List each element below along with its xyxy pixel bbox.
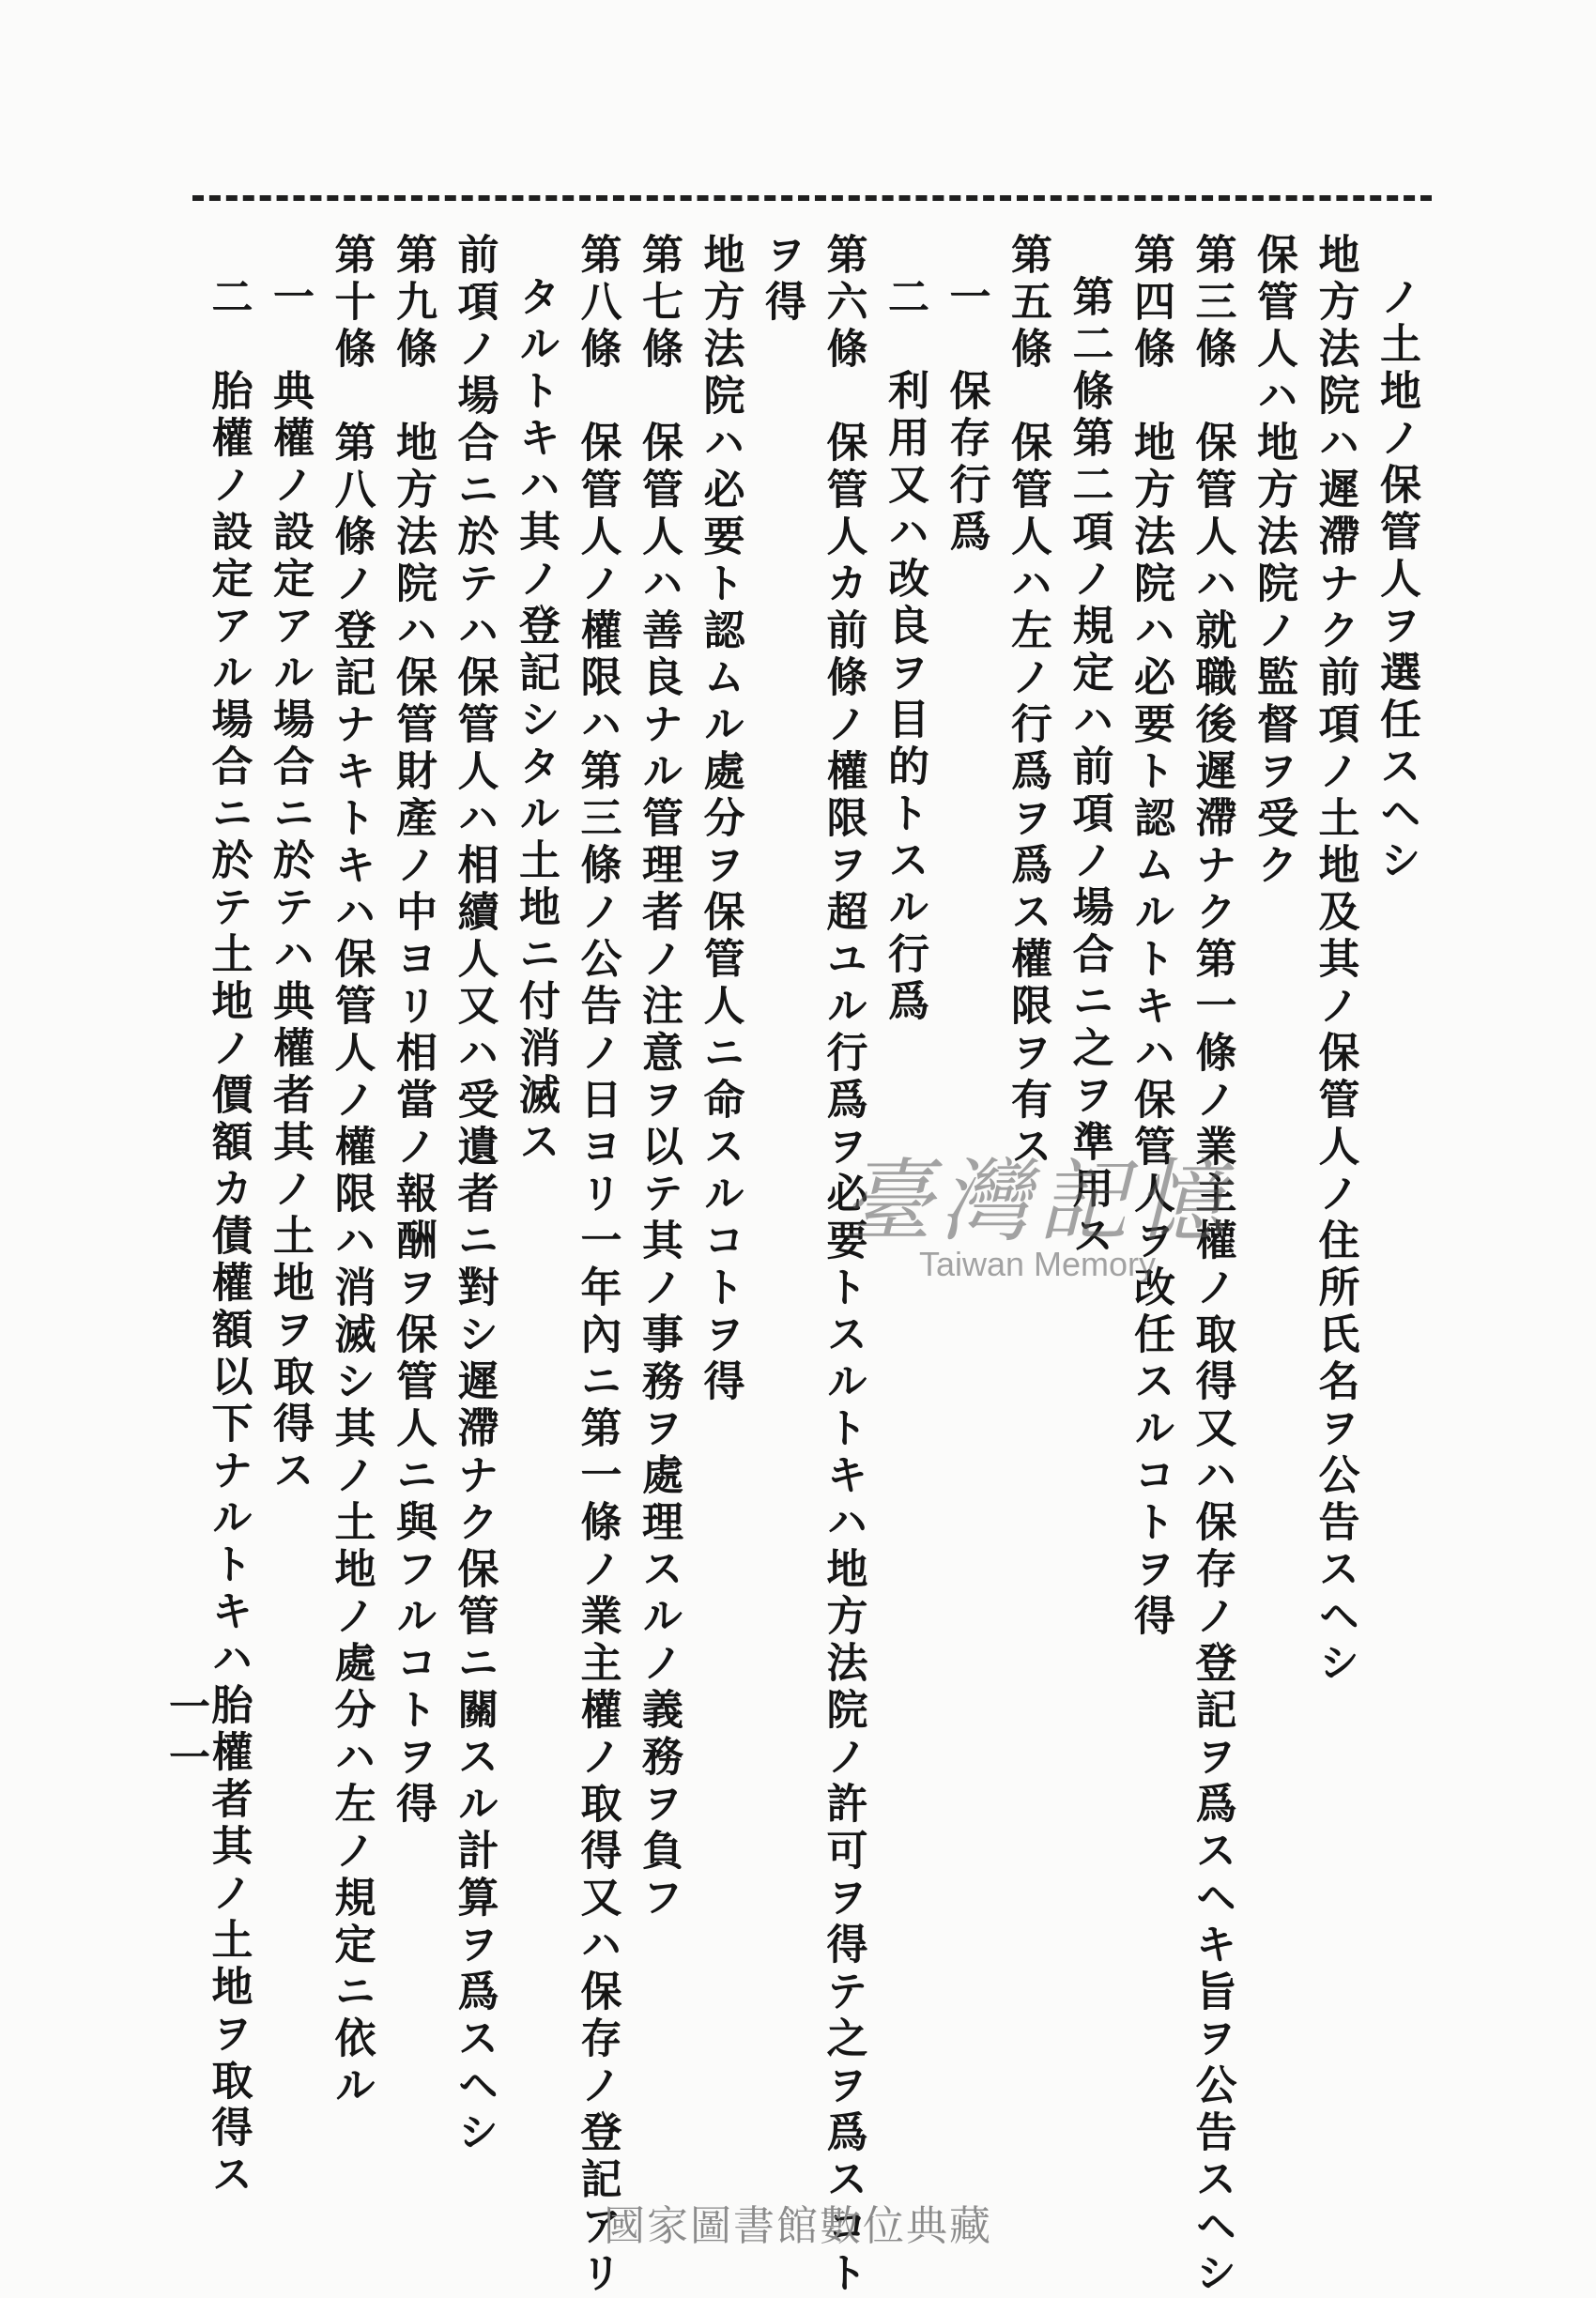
text-column: [935, 233, 997, 1998]
watermark-logo: [793, 1150, 1281, 1291]
text-column: [1181, 233, 1243, 2298]
text-column: [1120, 233, 1182, 1998]
page-number: 一一: [161, 1685, 209, 1786]
column-text: 第十條 第八條ノ登記ナキトキハ保管人ノ權限ハ消滅シ其ノ土地ノ處分ハ左ノ規定ニ依ル: [327, 233, 376, 2110]
column-text: 地方法院ハ必要ト認ムル處分ヲ保管人ニ命スルコトヲ得: [696, 233, 744, 1406]
text-column: [382, 233, 444, 1998]
watermark-english: Taiwan Memory: [918, 1245, 1157, 1283]
text-column: [505, 233, 567, 1998]
text-column: [320, 233, 382, 2110]
column-text: 第四條 地方法院ハ必要ト認ムルトキハ保管人ヲ改任スルコトヲ得: [1127, 233, 1174, 1641]
text-column: [566, 233, 628, 2298]
text-column: [628, 233, 690, 1998]
column-text: 第七條 保管人ハ善良ナル管理者ノ注意ヲ以テ其ノ事務ヲ處理スルノ義務ヲ負フ: [635, 233, 683, 1923]
column-text: 二 利用又ハ改良ヲ目的トスル行爲: [881, 275, 928, 1026]
column-text: 第六條 保管人カ前條ノ權限ヲ超ユル行爲ヲ必要トスルトキハ地方法院ノ許可ヲ得テ之ヲ爲スコト: [819, 233, 867, 2298]
text-column: [1304, 233, 1366, 1998]
text-column: [1243, 233, 1305, 1998]
text-column: [812, 233, 874, 2298]
column-text: ヲ得: [758, 233, 806, 327]
column-text: 保管人ハ地方法院ノ監督ヲ受ク: [1250, 233, 1297, 890]
column-text: 二 胎權ノ設定アル場合ニ於テ土地ノ價額カ債權額以下ナルトキハ胎權者其ノ土地ヲ取得ス: [204, 275, 253, 2199]
column-text: ノ土地ノ保管人ヲ選任スヘシ: [1373, 275, 1420, 885]
column-text: 地方法院ハ遲滯ナク前項ノ土地及其ノ保管人ノ住所氏名ヲ公告スヘシ: [1311, 233, 1359, 1688]
text-column: [1366, 233, 1428, 1998]
text-column: [689, 233, 751, 1998]
column-text: 前項ノ場合ニ於テハ保管人ハ相續人又ハ受遺者ニ對シ遲滯ナク保管ニ關スル計算ヲ爲スヘシ: [450, 233, 499, 2157]
column-text: 第八條 保管人ノ權限ハ第三條ノ公告ノ日ヨリ一年內ニ第一條ノ業主權ノ取得又ハ保存ノ登記アリ: [573, 233, 622, 2298]
column-text: 第五條 保管人ハ左ノ行爲ヲ爲ス權限ヲ有ス: [1004, 233, 1051, 1172]
text-column: [259, 233, 321, 1998]
header-rule: [192, 195, 1432, 201]
text-column: [751, 233, 813, 1998]
column-text: 一 典權ノ設定アル場合ニ於テハ典權者其ノ土地ヲ取得ス: [266, 275, 314, 1495]
text-column: [1058, 233, 1120, 1998]
column-text: 第二條第二項ノ規定ハ前項ノ場合ニ之ヲ準用ス: [1065, 275, 1113, 1261]
column-text: 第三條 保管人ハ就職後遲滯ナク第一條ノ業主權ノ取得又ハ保存ノ登記ヲ爲スヘキ旨ヲ公告スヘシ: [1188, 233, 1236, 2298]
column-text: 第九條 地方法院ハ保管財產ノ中ヨリ相當ノ報酬ヲ保管人ニ與フルコトヲ得: [389, 233, 437, 1829]
text-column: [874, 233, 936, 1998]
column-text: タルトキハ其ノ登記シタル土地ニ付消滅ス: [512, 275, 560, 1167]
footer-caption: 國家圖書館數位典藏: [604, 2202, 992, 2250]
column-text: 一 保存行爲: [942, 275, 990, 557]
text-column: [443, 233, 505, 2157]
watermark-chinese: 臺灣記憶: [842, 1149, 1233, 1254]
text-column: [997, 233, 1059, 1998]
